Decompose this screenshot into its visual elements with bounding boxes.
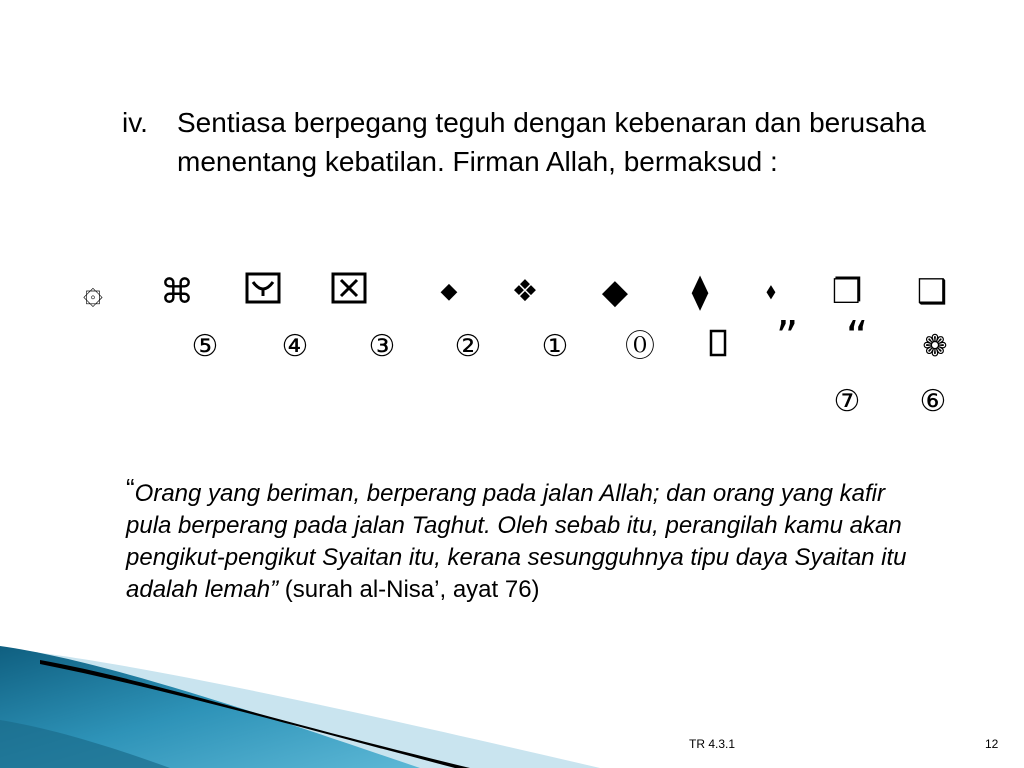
symbol-missing-glyph — [693, 327, 743, 367]
box-x-icon — [331, 272, 367, 304]
symbol-shadow-box-1: ❐ — [831, 272, 863, 312]
footer-code: TR 4.3.1 — [689, 737, 736, 751]
quote-citation: (surah al-Nisa’, ayat 76) — [278, 576, 540, 603]
symbol-circled-1: ① — [541, 329, 569, 364]
symbol-circled-2: ② — [454, 329, 482, 364]
symbol-circled-6: ⑥ — [919, 384, 947, 419]
symbol-tiny-diamond: ⬧ — [766, 279, 776, 304]
corner-wave-decoration — [0, 600, 1024, 768]
symbol-circled-7: ⑦ — [833, 384, 861, 419]
bullet-number: iv. — [122, 107, 148, 138]
symbol-circled-5: ⑤ — [191, 329, 219, 364]
symbol-large-diamond: ◆ — [601, 272, 629, 312]
symbol-shadow-box-2: ❑ — [916, 272, 948, 312]
symbol-close-quote: ” — [775, 312, 799, 363]
symbol-box-x — [324, 272, 374, 313]
symbol-four-diamonds: ❖ — [511, 274, 539, 309]
symbol-circled-3: ③ — [368, 329, 396, 364]
quote-text: Orang yang beriman, berperang pada jalan Allah; dan orang yang kafir pula berperang pada jalan Taghut. Oleh sebab itu, perangilah kamu akan pengikut-pengikut Syaitan itu, kerana sesungguhnya tipu daya Syaitan itu adalah lemah” — [126, 480, 907, 603]
symbol-flower: ۞ — [83, 272, 103, 312]
symbol-circled-0: ⓪ — [625, 329, 655, 364]
bullet-text: Sentiasa berpegang teguh dengan kebenaran dan berusaha menentang kebatilan. Firman Allah, bermaksud : — [177, 107, 926, 177]
quote-block — [126, 472, 916, 606]
symbol-command: ⌘ — [160, 272, 194, 312]
symbol-open-quote: “ — [845, 312, 869, 363]
quote-open-mark: “ — [126, 473, 135, 503]
symbol-circled-4: ④ — [281, 329, 309, 364]
footer-page-number: 12 — [985, 737, 999, 751]
symbol-flower-2: ❁ — [922, 329, 948, 364]
symbol-box-y — [238, 272, 288, 313]
missing-glyph-icon — [708, 328, 728, 358]
symbol-small-diamond: ◆ — [440, 279, 458, 304]
box-y-icon — [245, 272, 281, 304]
symbol-lozenge: ⧫ — [691, 272, 709, 312]
